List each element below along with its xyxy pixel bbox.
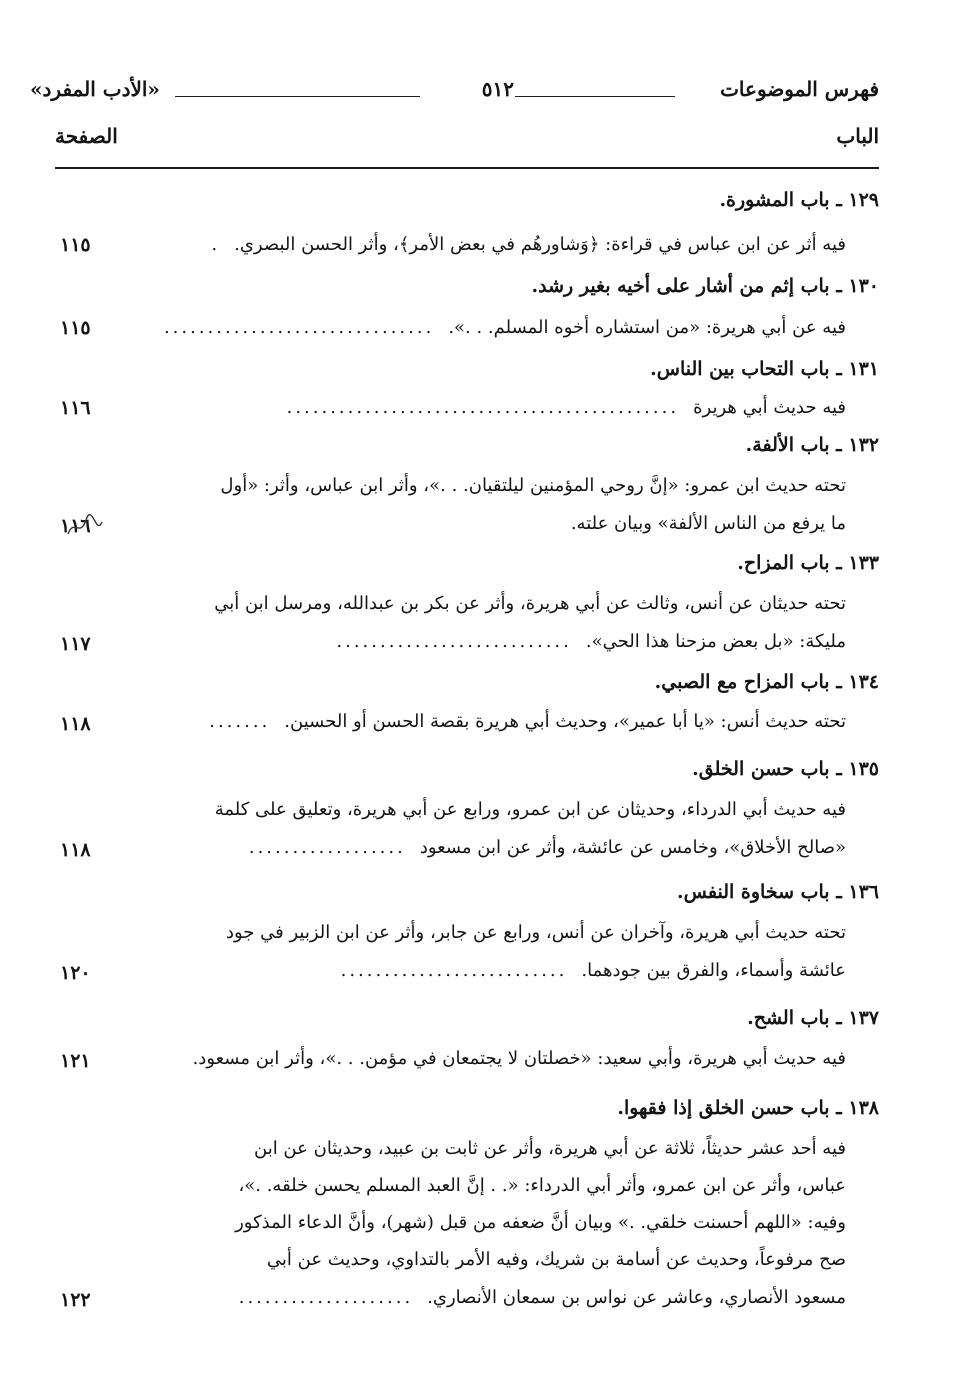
entry-desc-line: ما يرفع من الناس الألفة» وبيان علته. [570, 513, 846, 534]
entry-page-number: ١١٧ [60, 633, 91, 655]
dot-leader: .......................... [340, 960, 568, 981]
header-divider [55, 167, 879, 169]
entry-last-line [239, 1284, 846, 1312]
header-book-title: «الأدب المفرد» [30, 77, 160, 101]
dot-leader: .................. [248, 837, 406, 858]
entry-desc-line: عباس، وأثر عن ابن عمرو، وأثر أبي الدرداء: «. . إنَّ العبد المسلم يحسن خلقه. .»، [238, 1175, 846, 1196]
dot-leader: .................... [238, 1287, 414, 1308]
dot-leader: ............................... [163, 317, 435, 338]
entry-title: ١٣٦ ـ باب سخاوة النفس. [677, 881, 879, 903]
entry-title: ١٣٨ ـ باب حسن الخلق إذا فقهوا. [617, 1097, 879, 1119]
entry-page-number: ١٢٠ [60, 962, 91, 984]
entry-desc-line: عائشة وأسماء، والفرق بين جودهما. [581, 960, 846, 981]
entry-page-number: ١١٨ [60, 839, 91, 861]
entry-last-line [211, 231, 846, 259]
entry-page-number: ١١٦ [60, 515, 91, 537]
entry-title: ١٣٥ ـ باب حسن الخلق. [692, 758, 879, 780]
entry-desc-line: فيه حديث أبي الدرداء، وحديثان عن ابن عمرو، ورابع عن أبي هريرة، وتعليق على كلمة [214, 799, 846, 820]
dot-leader: ........................... [336, 631, 572, 652]
header-rule-left [175, 96, 420, 97]
entry-desc-line: تحته حديث أنس: «يا أبا عمير»، وحديث أبي هريرة بقصة الحسن أو الحسين. [284, 711, 846, 732]
entry-desc-line: تحته حديثان عن أنس، وثالث عن أبي هريرة، وأثر عن بكر بن عبدالله، ومرسل ابن أبي [214, 593, 846, 614]
entry-page-number: ١٢١ [60, 1050, 91, 1072]
entry-title: ١٣٣ ـ باب المزاح. [737, 552, 879, 574]
entry-last-line [336, 628, 846, 656]
header-page-number: ٥١٢ [481, 77, 514, 101]
entry-last-line [557, 510, 846, 538]
entry-desc-line: تحته حديث أبي هريرة، وآخران عن أنس، ورابع عن جابر، وأثر عن ابن الزبير في جود [225, 922, 846, 943]
entry-title: ١٣٢ ـ باب الألفة. [745, 434, 879, 456]
entry-last-line [193, 1045, 846, 1073]
entry-title: ١٢٩ ـ باب المشورة. [719, 189, 879, 211]
entry-title: ١٣٧ ـ باب الشح. [747, 1007, 879, 1029]
column-heading-page: الصفحة [55, 124, 118, 148]
entry-desc-line: مليكة: «بل بعض مزحنا هذا الحي». [585, 631, 846, 652]
entry-page-number: ١١٨ [60, 713, 91, 735]
header-rule-right [515, 96, 675, 97]
header-section-title: فهرس الموضوعات [720, 77, 879, 101]
entry-desc-line: وفيه: «اللهم أحسنت خلقي. .» وبيان أنَّ ضعفه من قبل (شهر)، وأنَّ الدعاء المذكور [235, 1212, 846, 1233]
handwritten-mark-icon [60, 512, 110, 540]
entry-page-number: ١١٦ [60, 397, 91, 419]
entry-desc-line: فيه أثر عن ابن عباس في قراءة: ﴿وَشاورهُم في بعض الأمر﴾، وأثر الحسن البصري. [234, 234, 846, 255]
entry-desc-line: «صالح الأخلاق»، وخامس عن عائشة، وأثر عن ابن مسعود [419, 837, 846, 858]
dot-leader: ....... [209, 711, 271, 732]
dot-leader: ............................................. [286, 397, 680, 418]
entry-desc-line: صح مرفوعاً، وحديث عن أسامة بن شريك، وفيه الأمر بالتداوي، وحديث عن أبي [266, 1249, 846, 1270]
entry-desc-line: فيه حديث أبي هريرة، وأبي سعيد: «خصلتان لا يجتمعان في مؤمن. . .»، وأثر ابن مسعود. [192, 1048, 846, 1069]
entry-desc-line: تحته حديث ابن عمرو: «إنَّ روحي المؤمنين ليلتقيان. . .»، وأثر ابن عباس، وأثر: «أول [220, 475, 846, 496]
entry-page-number: ١١٥ [60, 317, 91, 339]
dot-leader: . [211, 234, 221, 255]
entry-last-line [164, 314, 846, 342]
entry-desc-line: فيه عن أبي هريرة: «من استشاره أخوه المسلم. . .». [448, 317, 846, 338]
entry-page-number: ١١٥ [60, 234, 91, 256]
entry-title: ١٣٤ ـ باب المزاح مع الصبي. [654, 671, 879, 693]
entry-title: ١٣١ ـ باب التحاب بين الناس. [650, 358, 879, 380]
entry-desc-line: مسعود الأنصاري، وعاشر عن نواس بن سمعان الأنصاري. [427, 1287, 846, 1308]
entry-title: ١٣٠ ـ باب إثم من أشار على أخيه بغير رشد. [531, 275, 879, 297]
entry-desc-line: فيه حديث أبي هريرة [693, 397, 846, 418]
column-heading-chapter: الباب [836, 124, 879, 148]
entry-desc-line: فيه أحد عشر حديثاً، ثلاثة عن أبي هريرة، وأثر عن ثابت بن عبيد، وحديثان عن ابن [254, 1138, 846, 1159]
entry-last-line [341, 957, 846, 985]
entry-last-line [209, 708, 846, 736]
entry-last-line [249, 834, 846, 862]
entry-last-line [287, 394, 846, 422]
entry-page-number: ١٢٢ [60, 1289, 91, 1311]
